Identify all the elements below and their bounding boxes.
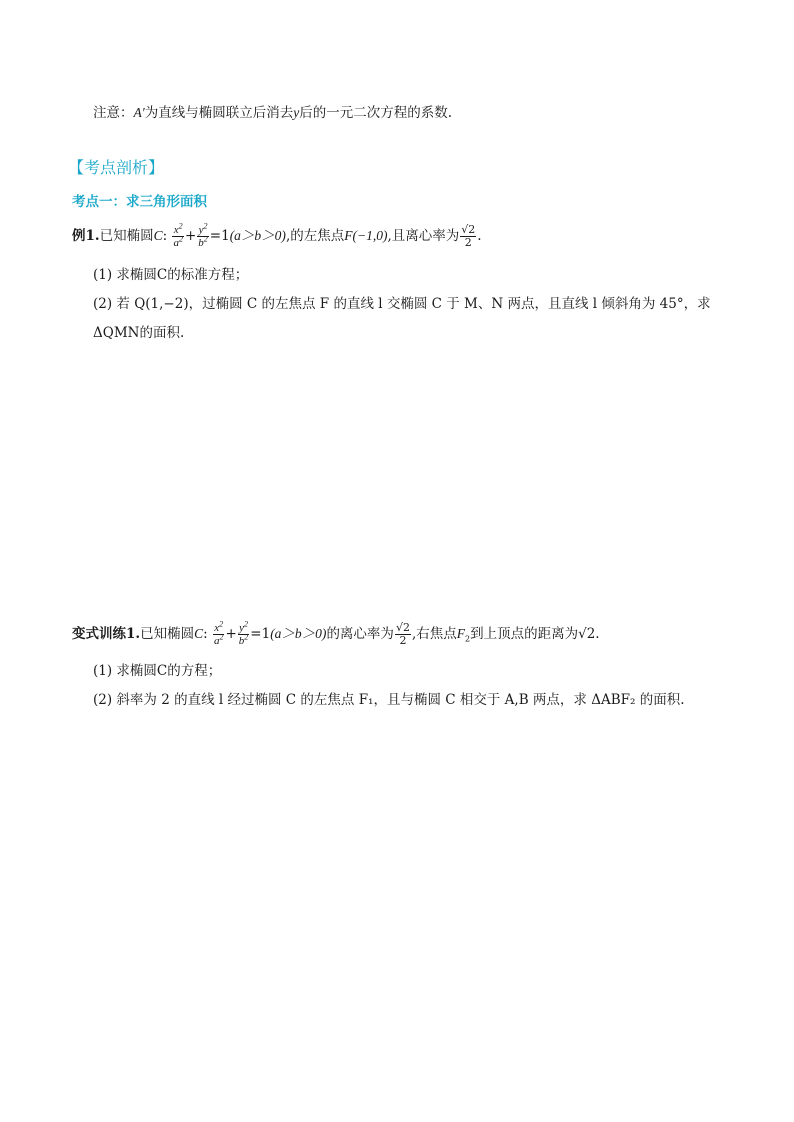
note-prefix: 注意： <box>93 105 134 121</box>
note-text: 为直线与椭圆联立后消去 <box>144 105 294 121</box>
example1-label: 例1. <box>72 228 100 244</box>
example1-frac-x: $\frac{x^2}{a^2}$ <box>173 221 183 249</box>
example1-frac-y: $\frac{y^2}{b^2}$ <box>198 221 208 249</box>
variant1-focus-sub: 2 <box>465 634 471 644</box>
variant1-mid: 的离心率为 <box>326 626 394 642</box>
variant1-ecc: $\frac{√2}{2}$ <box>395 621 410 647</box>
topic-heading: 考点一：求三角形面积 <box>72 194 207 210</box>
note-var: A′ <box>133 105 145 120</box>
variant1-end: . <box>595 626 600 642</box>
example1-focus: F(−1,0) <box>344 228 388 243</box>
example1-cond: (a＞b＞0) <box>229 228 286 243</box>
variant1-tail2: 到上顶点的距离为 <box>470 626 579 642</box>
variant1-cond: (a＞b＞0) <box>270 626 327 641</box>
variant1-dist: √2 <box>578 626 596 642</box>
example1-q2-line2: ΔQMN的面积. <box>93 325 185 341</box>
example1-curve: C <box>153 228 163 243</box>
variant1-label: 变式训练1. <box>72 626 141 642</box>
note-suffix: 后的一元二次方程的系数. <box>299 105 452 121</box>
example1-mid: ,的左焦点 <box>285 228 345 244</box>
variant1-q2: (2) 斜率为 2 的直线 l 经过椭圆 C 的左焦点 F₁，且与椭圆 C 相交于 A,B 两点，求 ΔABF₂ 的面积. <box>93 692 685 708</box>
example1-q2-line1: (2) 若 Q(1,−2)，过椭圆 C 的左焦点 F 的直线 l 交椭圆 C 于 M、N 两点，且直线 l 倾斜角为 45°，求 <box>93 296 711 312</box>
section-title: 【考点剖析】 <box>68 158 165 177</box>
variant1-frac-x: $\frac{x^2}{a^2}$ <box>213 619 224 647</box>
variant1-lead: 已知椭圆 <box>140 626 195 642</box>
example1-stem: 例1.已知椭圆C: $\frac{x^2}{a^2}$ + $\frac{y^2}{b^2}$ =1(a＞b＞0),的左焦点F(−1,0),且离心率为 $\frac{√2}{2}$ . <box>72 221 482 249</box>
example1-lead: 已知椭圆 <box>99 228 154 244</box>
variant1-frac-y: $\frac{y^2}{b^2}$ <box>238 619 249 647</box>
example1-eq: =1 <box>209 228 230 244</box>
note-var2: y <box>293 105 300 120</box>
variant1-tail: ,右焦点 <box>411 626 457 642</box>
variant1-focus: F <box>456 626 465 641</box>
example1-ecc: $\frac{√2}{2}$ <box>461 223 476 249</box>
note-line <box>93 103 452 123</box>
example1-q1: (1) 求椭圆C的标准方程； <box>93 267 249 283</box>
variant1-curve: C <box>194 626 204 641</box>
variant1-q1: (1) 求椭圆C的方程； <box>93 663 222 679</box>
variant1-eq: =1 <box>250 626 271 642</box>
example1-end: . <box>477 228 482 244</box>
variant1-stem: 变式训练1.已知椭圆C: $\frac{x^2}{a^2}$ + $\frac{y^2}{b^2}$ =1(a＞b＞0)的离心率为 $\frac{√2}{2}$ ,右焦点$F_2$到上顶点的距离为√2. <box>72 619 600 647</box>
example1-tail: ,且离心率为 <box>387 228 460 244</box>
